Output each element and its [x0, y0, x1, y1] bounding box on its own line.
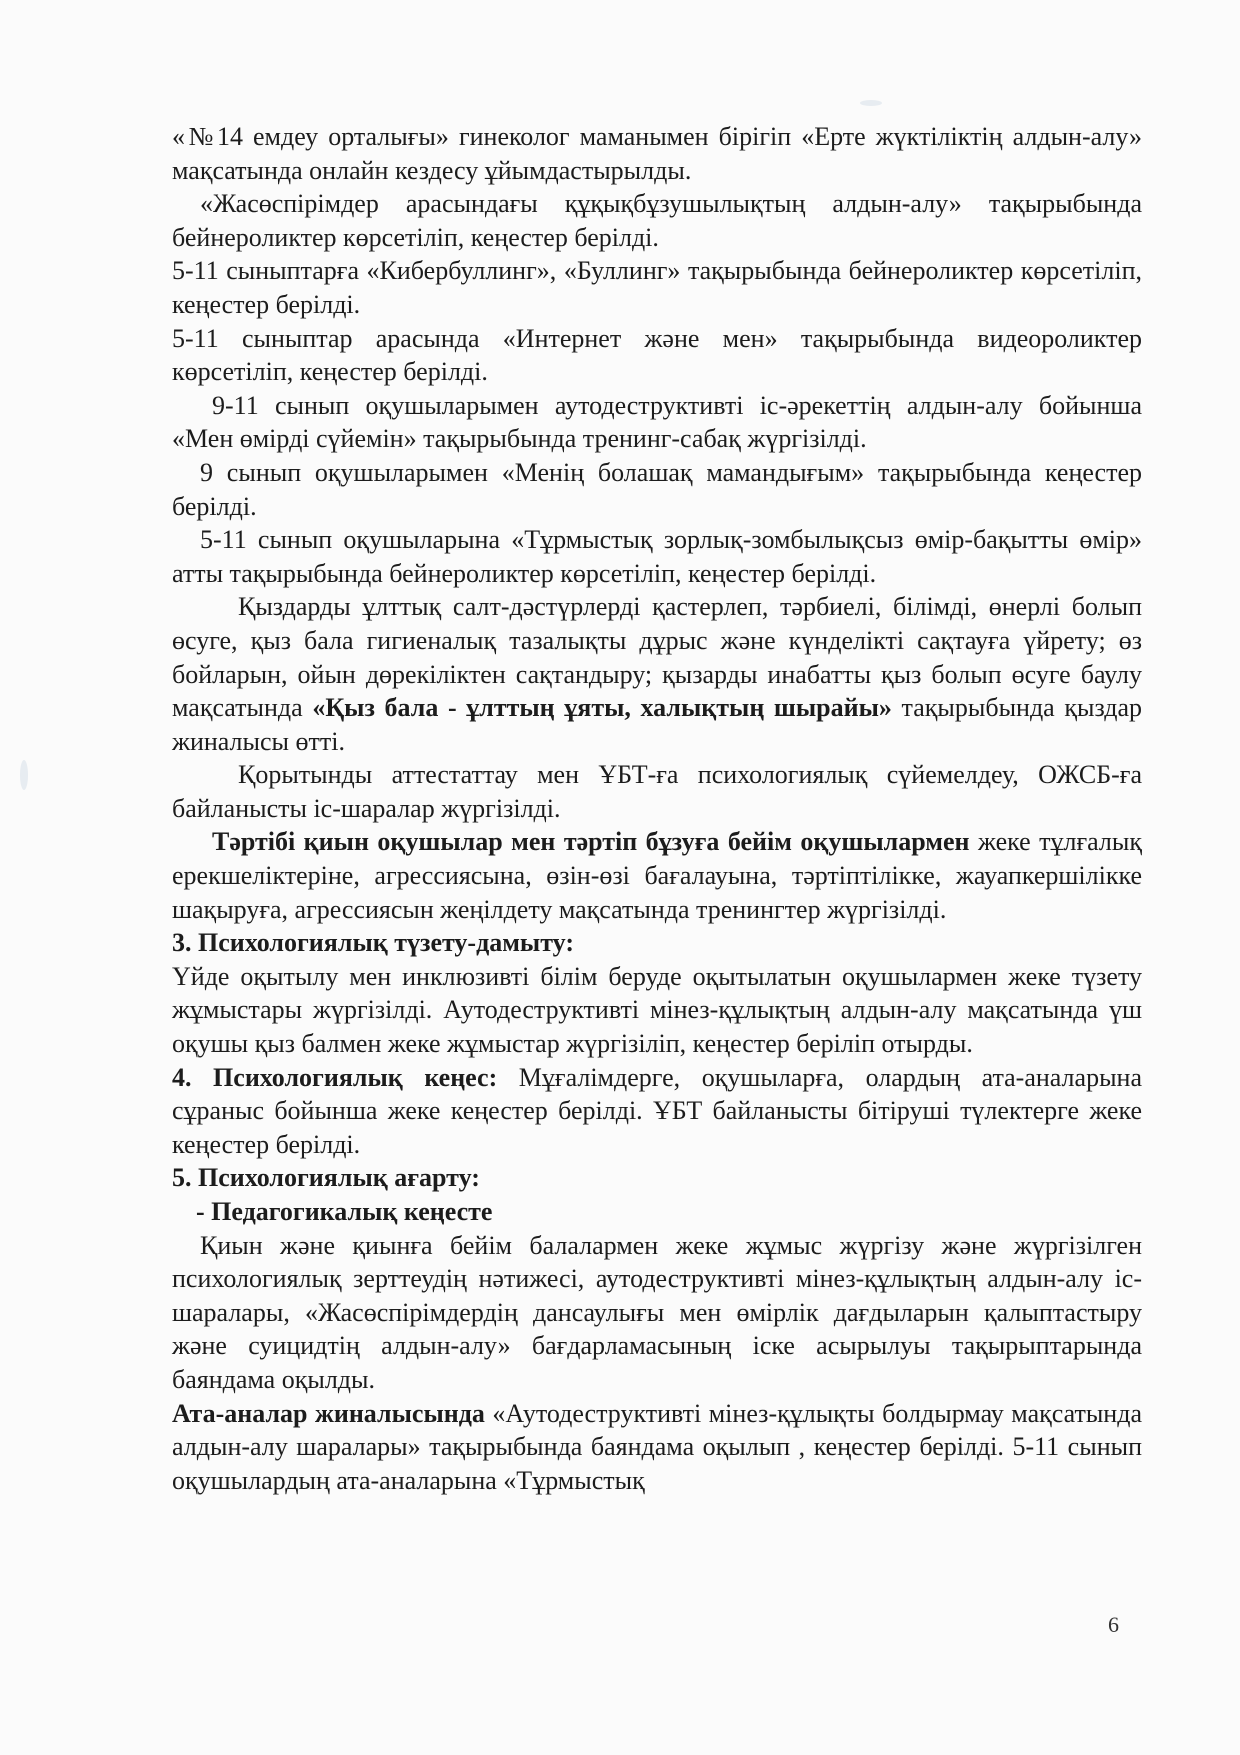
page-number: 6: [1108, 1612, 1119, 1637]
parents-meeting-lead: Ата-аналар жиналысында: [172, 1398, 485, 1428]
subheading-pedagogical-council: - Педагогикалық кеңесте: [196, 1197, 493, 1226]
counseling-heading: 4. Психологиялық кеңес:: [172, 1062, 498, 1092]
paragraph-parents-meeting: [172, 1397, 1142, 1498]
girls-meeting-title: «Қыз бала - ұлттың ұяты, халықтың шырайы»: [312, 693, 892, 723]
difficult-students-lead: Тәртібі қиын оқушылар мен тәртіп бұзуға бейім оқушылармен: [212, 827, 970, 857]
paragraph-girls-meeting: [172, 590, 1142, 758]
girls-meeting-text-end: тақырыбында қыздар жиналысы өтті.: [172, 693, 1143, 756]
paragraph-final-attestation: Қорытынды аттестаттау мен ҰБТ-ға психологиялық сүйемелдеу, ОЖСБ-ға байланысты іс-шаралар жүргізілді.: [172, 760, 1142, 823]
paragraph-gynecologist-meeting: «№14 емдеу орталығы» гинеколог маманымен бірігіп «Ерте жүктіліктің алдын-алу» мақсатында онлайн кездесу ұйымдастырылды.: [172, 122, 1142, 185]
paragraph-home-schooling: Үйде оқытылу мен инклюзивті білім беруде оқытылатын оқушылармен жеке түзету жұмыстары жүргізілді. Аутодеструктивті мінез-құлықтың алдын-алу мақсатында үш оқушы қыз балмен жеке жұмыстар жүргізіліп, кеңестер беріліп отырды.: [172, 961, 1142, 1059]
scan-speck: [20, 760, 28, 790]
paragraph-pedagogical-report: Қиын және қиынға бейім балалармен жеке жұмыс жүргізу және жүргізілген психологиялық зерттеудің нәтижесі, аутодеструктивті мінез-құлықтың алдын-алу іс-шаралары, «Жасөспірімдердің дансаулығы мен өмірлік дағдыларын қалыптастыру және суицидтің алдын-алу» бағдарламасының іске асырылуы тақырыптарында баяндама оқылды.: [172, 1230, 1142, 1394]
paragraph-offense-prevention: «Жасөспірімдер арасындағы құқықбұзушылықтың алдын-алу» тақырыбында бейнероликтер көрсетіліп, кеңестер берілді.: [172, 189, 1142, 252]
paragraph-difficult-students: [172, 825, 1142, 926]
counseling-text: Мұғалімдерге, оқушыларға, олардың ата-аналарына сұраныс бойынша жеке кеңестер берілді. ҰБТ байланысты бітіруші түлектерге жеке кеңестер берілді.: [172, 1062, 1142, 1159]
paragraph-domestic-violence: 5-11 сынып оқушыларына «Тұрмыстық зорлық-зомбылықсыз өмір-бақытты өмір» атты тақырыбында бейнероликтер көрсетіліп, кеңестер берілді.: [172, 525, 1142, 588]
paragraph-internet-and-me: 5-11 сыныптар арасында «Интернет және мен» тақырыбында видеороликтер көрсетіліп, кеңестер берілді.: [172, 323, 1142, 387]
paragraph-counseling: [172, 1061, 1142, 1162]
body-text: [172, 120, 1142, 1497]
paragraph-future-profession: 9 сынып оқушыларымен «Менің болашақ мамандығым» тақырыбында кеңестер берілді.: [172, 457, 1142, 521]
parents-meeting-text: «Аутодеструктивті мінез-құлықты болдырмау мақсатында алдын-алу шаралары» тақырыбында баяндама оқылып , кеңестер берілді. 5-11 сынып оқушылардың ата-аналарына «Тұрмыстық: [172, 1398, 1142, 1495]
girls-meeting-text: Қыздарды ұлттық салт-дәстүрлерді қастерлеп, тәрбиелі, білімді, өнерлі болып өсуге, қыз бала гигиеналық тазалықты дұрыс және күнделікті сақтауға үйрету; өз бойларын, ойын дөрекіліктен сақтандыру; қызарды инабатты қыз болып өсуге баулу мақсатында: [172, 592, 1142, 723]
paragraph-cyberbullying: 5-11 сыныптарға «Кибербуллинг», «Буллинг» тақырыбында бейнероликтер көрсетіліп, кеңестер берілді.: [172, 256, 1142, 319]
paragraph-self-destructive-training: 9-11 сынып оқушыларымен аутодеструктивті іс-әрекеттің алдын-алу бойынша «Мен өмірді сүйемін» тақырыбында тренинг-сабақ жүргізілді.: [172, 390, 1142, 454]
difficult-students-text: жеке тұлғалық ерекшеліктеріне, агрессиясына, өзін-өзі бағалауына, тәртіптілікке, жауапкершілікке шақыруға, агрессиясын жеңілдету мақсатында тренингтер жүргізілді.: [172, 827, 1143, 924]
section-heading-education: 5. Психологиялық ағарту:: [172, 1163, 480, 1193]
scan-speck: [860, 100, 882, 106]
section-heading-correction: 3. Психологиялық түзету-дамыту:: [172, 928, 574, 958]
